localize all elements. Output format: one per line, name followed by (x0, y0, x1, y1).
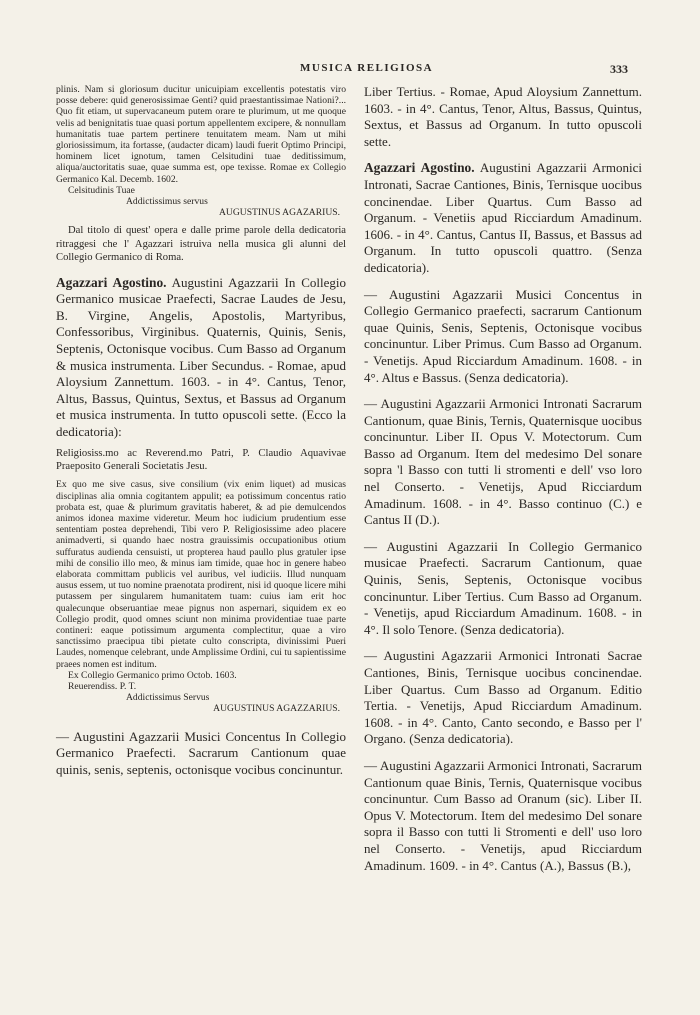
signature-name: AUGUSTINUS AGAZARIUS. (219, 207, 340, 219)
dedication-signature-name: AUGUSTINUS AGAZZARIUS. (213, 703, 340, 715)
entry-sacrae-quartus (364, 160, 642, 276)
entry-concentus-primus: — Augustini Agazzarii Musici Concentus in Collegio Germanico praefecti, sacrarum Cantionum quae Quinis, Senis, Septenis, Octonisque vocibus concinuntur. Liber Primus. Cum Basso ad Organum. - Venetijs. Apud Ricciardum Amadinum. 1608. - in 4°. Altus e Bassus. (Senza dedicatoria). (364, 286, 642, 385)
right-column (364, 84, 642, 874)
signature-line: Addictissimus servus (126, 196, 208, 208)
dedication-salutation: Reuerendiss. P. T. (68, 681, 137, 693)
entry-concentus-start: — Augustini Agazzarii Musici Concentus In Collegio Germanico Praefecti. Sacrarum Cantionum quae quinis, senis, septenis, octonisque vocibus concinuntur. (56, 728, 346, 777)
entry-sacrae-editio-tertia: — Augustini Agazzarii Armonici Intronati Sacrae Cantiones, Binis, Ternisque uocibus concinendae. Liber Quartus. Cum Basso ad Organum. Editio Tertia. - Venetijs, Apud Ricciardum Amadinum. 1608. - in 4°. Canto, Canto secondo, e Basso per l' Organo. (Senza dedicatoria). (364, 648, 642, 747)
dedication-signature: Addictissimus Servus (126, 692, 210, 704)
dedication-text: Ex quo me sive casus, sive consilium (vix enim liquet) ad musicas disciplinas alia omnia cogitantem appulit; ea potissimum concentus ratio probata est, quae & plurimum gravitatis haberet, & ad pie demulcendos animos idonea maxime videretur. Meum hoc iudicium prudentium esse sententiam postea deprehendi, Tibi vero P. Religiosissime adeo placere animadverti, si quando haec nostra grauissimis occupationibus otium suffuratus audienda censuisti, ut propterea haud paullo plus gratuler ipse mihi de consilio illo meo, & minus iam timide, quae hoc in genere habeo elaborata committam publicis vel auribus, vel iudiciis. Illud nunquam ausus essem, ut tuo nomine praenotata prodirent, nisi id quoque licere mihi putassem per singularem humanitatem tuam: cuius iam erit hoc qualecunque obseruantiae meae pignus non aspernari, siquidem ex eo Collegio prodit, quod omnes sciunt non minima providentiae tuae parte contineri: eaque potissimum argumenta complectitur, quae a viro sanctissimo praecipua tibi pietate culto conscripta, divinissimi Pueri Laudes, nomenque celebrant, unde Amplissime Ordini, cui tu sapientissime praees nomen est inditum. (56, 479, 346, 670)
entry-sacrarum-1609: — Augustini Agazzarii Armonici Intronati, Sacrarum Cantionum quae Binis, Ternis, Quaternisque vocibus concinuntur. Cum Basso ad Oranum (sic). Liber II. Opus V. Motectorum. Item del medesimo Del sonare sopra il Basso con tutti li Stromenti e dell' uso loro nel Conserto. - Venetijs, apud Ricciardum Amadinum. 1609. - in 4°. Cantus (A.), Bassus (B.), (364, 757, 642, 873)
letter-closing-text: plinis. Nam si gloriosum ducitur unicuipiam excellentis potestatis viro posse debere: quid generosissimae Genti? quid praestantissimae Nationi?... Quo fit etiam, ut supervacaneum putem orare te plurimum, ut me quoque velis ad benignitatis tuae quasi portum appellentem excipere, & nonnullam humanitatis tuae partem pertinere tenuitatem meam. Nam ut mihi gloriosissimum, ita fortasse, (audacter dicam) laudi fuerit Optimo Principi, hominem licet ignotum, tamen Celsitudini tuae deditissimum, aliqua/auctoritatis suae, quae summa est, ope texisse. Romae ex Collegio Germanico Kal. Decemb. 1602. (56, 84, 346, 185)
left-column (56, 84, 346, 778)
page-number: 333 (610, 62, 628, 76)
entry-concentus-end: Liber Tertius. - Romae, Apud Aloysium Zannettum. 1603. - in 4°. Cantus, Tenor, Altus, Bassus, Quintus, Sextus, et Bassus ad Organum. In tutto opuscoli sette. (364, 84, 642, 149)
editor-note: Dal titolo di quest' opera e dalle prime parole della dedicatoria ritraggesi che l' Agazzari istruiva nella musica gli alunni del Collegio Germanico di Roma. (56, 225, 346, 264)
entry-quinis-tertius: — Augustini Agazzarii In Collegio Germanico musicae Praefecti. Sacrarum Cantionum, quae Quinis, Senis, Septenis, Octonisque vocibus concinuntur. Liber Tertius. Cum Basso ad Organum. - Venetijs, apud Ricciardum Amadinum. 1608. - in 4°. Il solo Tenore. (Senza dedicatoria). (364, 538, 642, 637)
page-header (0, 62, 700, 78)
running-title: MUSICA RELIGIOSA (300, 62, 434, 74)
dedication-date: Ex Collegio Germanico primo Octob. 1603. (68, 669, 237, 681)
closing-salutation: Celsitudinis Tuae (68, 184, 135, 196)
dedication-address: Religiosiss.mo ac Reverend.mo Patri, P. Claudio Aquavivae Praeposito Generali Societatis Jesu. (56, 447, 346, 472)
entry-text: Augustini Agazzarii In Collegio Germanico musicae Praefecti, Sacrae Laudes de Jesu, B. Virgine, Angelis, Apostolis, Martyribus, Confessoribus, Virginibus. Quaternis, Quinis, Senis, Septenis, Octonisque vocibus. Cum Basso ad Organum & musica instrumenta. Liber Secundus. - Romae, apud Aloysium Zannettum. 1603. - in 4°. Cantus, Tenor, Altus, Bassus, Quintus, Sextus, et Bassus ad Organum et musica instrumenta. In tutto opuscoli sette. (Ecco la dedicatoria): (56, 274, 346, 439)
entry-text: Augustini Agazzarii Armonici Intronati, Sacrae Cantiones, Binis, Ternisque uocibus concinendae. Liber Quartus. Cum Basso ad Organum. - Venetiis apud Ricciardum Amadinum. 1606. - in 4°. Cantus, Cantus II, Bassus, et Bassus ad Organum. In tutto opuscoli quattro. (Senza dedicatoria). (364, 160, 642, 275)
entry-sacrarum-binis: — Augustini Agazzarii Armonici Intronati Sacrarum Cantionum, quae Binis, Ternis, Quaternisque uocibus concinuntur. Liber II. Opus V. Motectorum. Cum Basso ad Organum. Item del medesimo Del sonare sopra 'l Basso con tutti li stromenti e dell' vso loro nel Conserto. - Venetijs, Apud Ricciardum Amadinum. 1608. - in 4°. Basso continuo (C.) e Cantus II (D.). (364, 396, 642, 528)
entry-author: Agazzari Agostino. (56, 274, 167, 290)
entry-author: Agazzari Agostino. (364, 160, 475, 176)
entry-secundus (56, 275, 346, 441)
